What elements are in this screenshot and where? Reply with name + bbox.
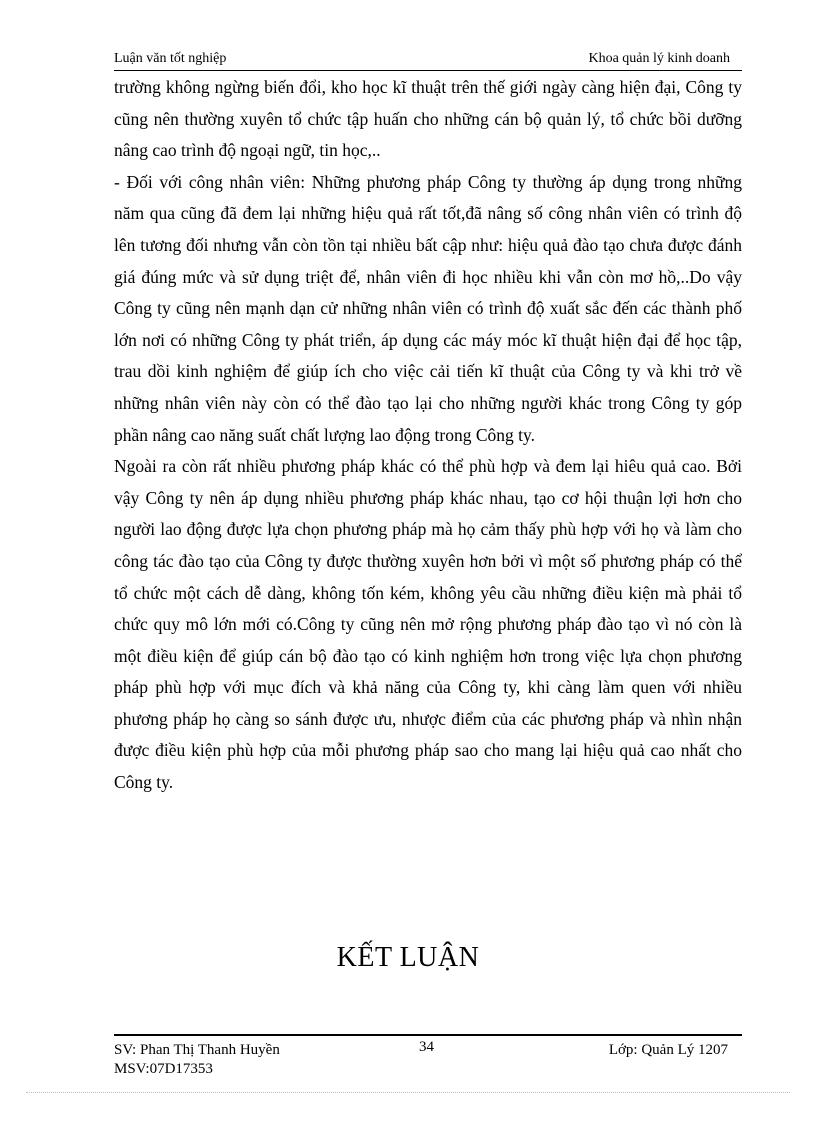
footer-student-id: MSV:07D17353 xyxy=(114,1061,213,1077)
footer-student-info xyxy=(114,1041,280,1079)
page-header xyxy=(114,50,742,71)
paragraph-employees: - Đối với công nhân viên: Những phương pháp Công ty thường áp dụng trong những năm qua cũng đã đem lại những hiệu quả rất tốt,đã nâng số công nhân viên có trình độ lên tương đối nhưng vẫn còn tồn tại nhiều bất cập như: hiệu quả đào tạo chưa được đánh giá đúng mức và sử dụng triệt để, nhân viên đi học nhiều khi vẫn còn mơ hồ,..Do vậy Công ty cũng nên mạnh dạn cử những nhân viên có trình độ xuất sắc đến các thành phố lớn nơi có những Công ty phát triển, áp dụng các máy móc kĩ thuật hiện đại để học tập, trau dồi kinh nghiệm để giúp ích cho việc cải tiến kĩ thuật của Công ty và khi trở về những nhân viên này còn có thể đào tạo lại cho những người khác trong Công ty góp phần nâng cao năng suất chất lượng lao động trong Công ty. xyxy=(114,171,742,445)
header-thesis-label: Luận văn tốt nghiệp xyxy=(114,51,227,66)
page-edge-divider xyxy=(26,1092,790,1093)
header-faculty-label: Khoa quản lý kinh doanh xyxy=(588,51,730,66)
page-number: 34 xyxy=(419,1039,434,1055)
paragraph-other-methods: Ngoài ra còn rất nhiều phương pháp khác có thể phù hợp và đem lại hiêu quả cao. Bởi vậy Công ty nên áp dụng nhiều phương pháp khác nhau, tạo cơ hội thuận lợi hơn cho người lao động được lựa chọn phương pháp mà họ cảm thấy phù hợp với họ và làm cho công tác đào tạo của Công ty được thường xuyên hơn bởi vì một số phương pháp có thể tổ chức một cách dễ dàng, không tốn kém, không yêu cầu những điều kiện mà phải tổ chức quy mô lớn mới có.Công ty cũng nên mở rộng phương pháp đào tạo vì nó còn là một điều kiện để giúp cán bộ đào tạo có kinh nghiệm hơn trong việc lựa chọn phương pháp phù hợp với mục đích và khả năng của Công ty, khi càng làm quen với nhiều phương pháp họ càng so sánh được ưu, nhược điểm của các phương pháp và nhìn nhận được điều kiện phù hợp của mỗi phương pháp sao cho mang lại hiệu quả cao nhất cho Công ty. xyxy=(114,456,742,793)
section-title: KẾT LUẬN xyxy=(336,942,480,973)
footer-student-name: SV: Phan Thị Thanh Huyền xyxy=(114,1042,280,1058)
paragraph-continuation: trường không ngừng biến đổi, kho học kĩ thuật trên thế giới ngày càng hiện đại, Công ty cũng nên thường xuyên tổ chức tập huấn cho những cán bộ quản lý, tổ chức bồi dưỡng nâng cao trình độ ngoại ngữ, tin học,.. xyxy=(114,77,742,161)
body-text xyxy=(114,72,742,799)
footer-divider xyxy=(114,1034,742,1036)
footer-class: Lớp: Quản Lý 1207 xyxy=(608,1042,728,1058)
